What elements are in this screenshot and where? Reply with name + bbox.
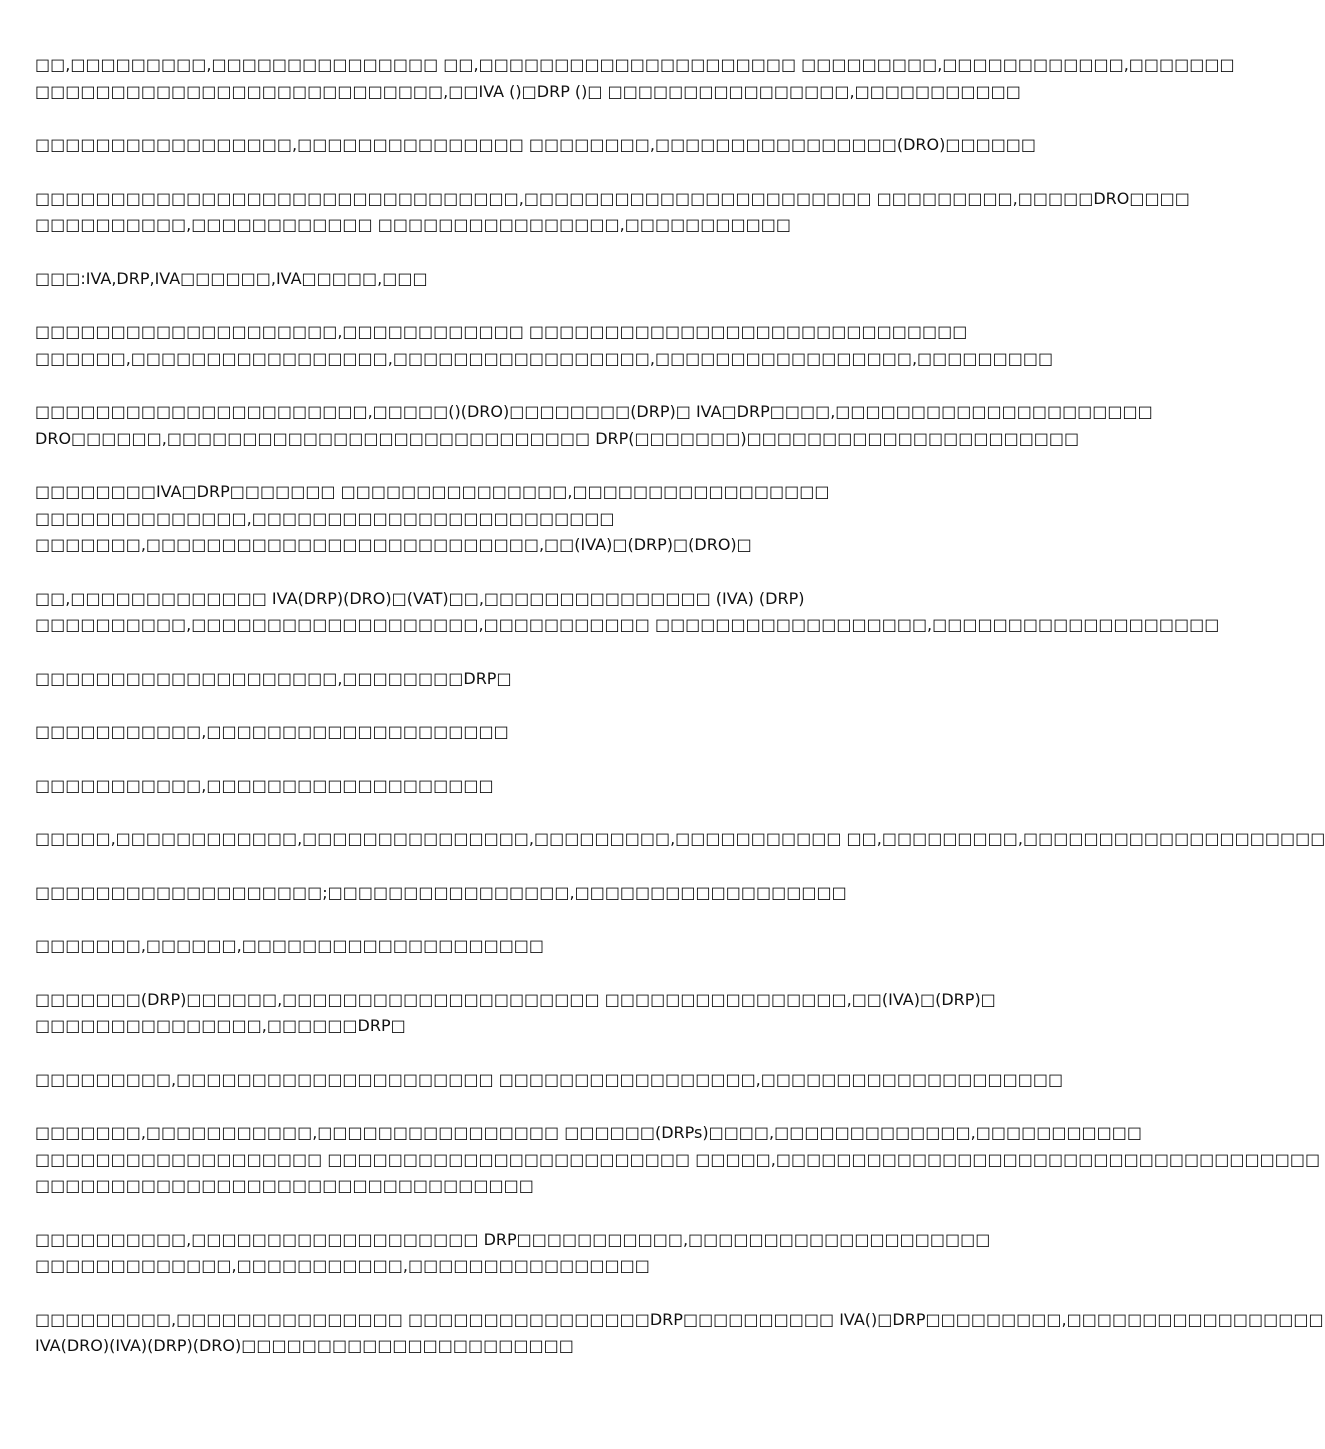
text-line: □□□□□□□□□□□□□□□,□□□□□□DRP□: [35, 1016, 406, 1035]
paragraph: [35, 586, 1220, 639]
text-line: □□,□□□□□□□□□□□□□ IVA(DRP)(DRO)□(VAT)□□,□□□□□□□□□□□□□□□ (IVA) (DRP): [35, 588, 805, 608]
paragraph: [35, 1120, 1321, 1200]
text-line: □□□□□□□□□□□□□□□□□□□□□□□□□□□□□□□□,□□□□□□□□□□□□□□□□□□□□□□□ □□□□□□□□□,□□□□□DRO□□□□: [35, 188, 1190, 208]
text-line: □□□□□□□□□,□□□□□□□□□□□□□□□□□□□□□ □□□□□□□□□□□□□□□□□,□□□□□□□□□□□□□□□□□□□□: [35, 1069, 1064, 1089]
paragraph: [35, 933, 995, 960]
text-line: □□□□□□□□□□□□□□,□□□□□□□□□□□□□□□□□□□□□□□□: [35, 508, 615, 528]
text-line: □□□□□,□□□□□□□□□□□□,□□□□□□□□□□□□□□□,□□□□□□□□□,□□□□□□□□□□□ □□,□□□□□□□□□,□□□□□□□□□□□□□□□□□□□□: [35, 829, 1325, 848]
paragraph: [35, 773, 995, 800]
text-line: □□□□□□□□□,□□□□□□□□□□□□□□□ □□□□□□□□□□□□□□□□DRP□□□□□□□□□□ IVA()□DRP□□□□□□□□□,□□□□□□□□□□□□□□□□□: [35, 1309, 1324, 1329]
text-line: □□□□□□□□IVA□DRP□□□□□□□ □□□□□□□□□□□□□□□,□□□□□□□□□□□□□□□□□: [35, 482, 830, 501]
paragraph: [35, 1227, 995, 1280]
text-line: □□□□□□,□□□□□□□□□□□□□□□□□,□□□□□□□□□□□□□□□□□,□□□□□□□□□□□□□□□□□,□□□□□□□□□: [35, 348, 1054, 368]
text-line: □□□□□□□□□□,□□□□□□□□□□□□□□□□□□□ DRP□□□□□□□□□□□,□□□□□□□□□□□□□□□□□□□□: [35, 1229, 991, 1249]
paragraph: [35, 1067, 1064, 1094]
paragraph: [35, 719, 995, 746]
text-line: □□□□□□□□□□□□□□□□□□□□□□□□□□□□□□□□□: [35, 1176, 534, 1195]
paragraph: [35, 1307, 1324, 1360]
text-line: IVA(DRO)(IVA)(DRP)(DRO)□□□□□□□□□□□□□□□□□□□□□□: [35, 1336, 574, 1355]
text-line: □□□□□□□□□□□□□□□□□,□□□□□□□□□□□□□□□ □□□□□□□□,□□□□□□□□□□□□□□□□(DRO)□□□□□□: [35, 135, 1037, 154]
text-line: DRO□□□□□□,□□□□□□□□□□□□□□□□□□□□□□□□□□□□ DRP(□□□□□□□)□□□□□□□□□□□□□□□□□□□□□□: [35, 428, 1080, 448]
text-line: □□□□□□□□□□,□□□□□□□□□□□□ □□□□□□□□□□□□□□□□,□□□□□□□□□□□: [35, 215, 791, 234]
paragraph: [35, 826, 1325, 853]
text-line: □□□□□□□□□□□□□□□□□□□ □□□□□□□□□□□□□□□□□□□□□□□□ □□□□□,□□□□□□□□□□□□□□□□□□□□□□□□□□□□□□□□□□□□: [35, 1149, 1321, 1169]
document-body: [35, 52, 1325, 1387]
paragraph: [35, 987, 995, 1040]
paragraph: [35, 880, 995, 907]
text-line: □□□□□□□□□□□□□□□□□□□□,□□□□□□□□□□□□ □□□□□□□□□□□□□□□□□□□□□□□□□□□□□: [35, 322, 968, 341]
text-line: □□□□□□□□□□□□□□□□□□□□,□□□□□□□□DRP□: [35, 668, 512, 688]
text-line: □□□□□□□,□□□□□□□□□□□□□□□□□□□□□□□□□□,□□(IVA)□(DRP)□(DRO)□: [35, 535, 752, 554]
text-line: □□□□□□□,□□□□□□,□□□□□□□□□□□□□□□□□□□□: [35, 936, 545, 955]
text-line: □□□□□□□□□□□□□□□□□□□□□□□□□□□,□□IVA ()□DRP ()□ □□□□□□□□□□□□□□□□,□□□□□□□□□□□: [35, 81, 1021, 101]
paragraph: [35, 666, 995, 693]
paragraph: [35, 399, 1153, 452]
text-line: □□□□□□□,□□□□□□□□□□□,□□□□□□□□□□□□□□□□ □□□□□□(DRPs)□□□□,□□□□□□□□□□□□□,□□□□□□□□□□□: [35, 1123, 1143, 1142]
paragraph: [35, 479, 995, 559]
paragraph: [35, 132, 1037, 159]
paragraph: [35, 52, 1235, 105]
text-line: □□□□□□□□□□□□□,□□□□□□□□□□□,□□□□□□□□□□□□□□□□: [35, 1256, 650, 1275]
text-line: □□,□□□□□□□□□,□□□□□□□□□□□□□□□ □□,□□□□□□□□□□□□□□□□□□□□□ □□□□□□□□□,□□□□□□□□□□□□,□□□□□□□: [35, 55, 1235, 74]
text-line: □□□□□□□(DRP)□□□□□□,□□□□□□□□□□□□□□□□□□□□□ □□□□□□□□□□□□□□□□,□□(IVA)□(DRP)□: [35, 989, 996, 1009]
text-line: □□□□□□□□□□□,□□□□□□□□□□□□□□□□□□□: [35, 775, 494, 795]
paragraph: [35, 266, 995, 293]
text-line: □□□□□□□□□□□□□□□□□□□□□□,□□□□□()(DRO)□□□□□□□□(DRP)□ IVA□DRP□□□□,□□□□□□□□□□□□□□□□□□□□□: [35, 402, 1153, 421]
text-line: □□□:IVA,DRP,IVA□□□□□□,IVA□□□□□,□□□: [35, 268, 428, 288]
paragraph: [35, 186, 1190, 239]
text-line: □□□□□□□□□□,□□□□□□□□□□□□□□□□□□□,□□□□□□□□□□□ □□□□□□□□□□□□□□□□□□,□□□□□□□□□□□□□□□□□□□: [35, 615, 1220, 634]
text-line: □□□□□□□□□□□□□□□□□□□;□□□□□□□□□□□□□□□□,□□□□□□□□□□□□□□□□□□: [35, 882, 847, 902]
text-line: □□□□□□□□□□□,□□□□□□□□□□□□□□□□□□□□: [35, 722, 509, 741]
paragraph: [35, 319, 1054, 372]
